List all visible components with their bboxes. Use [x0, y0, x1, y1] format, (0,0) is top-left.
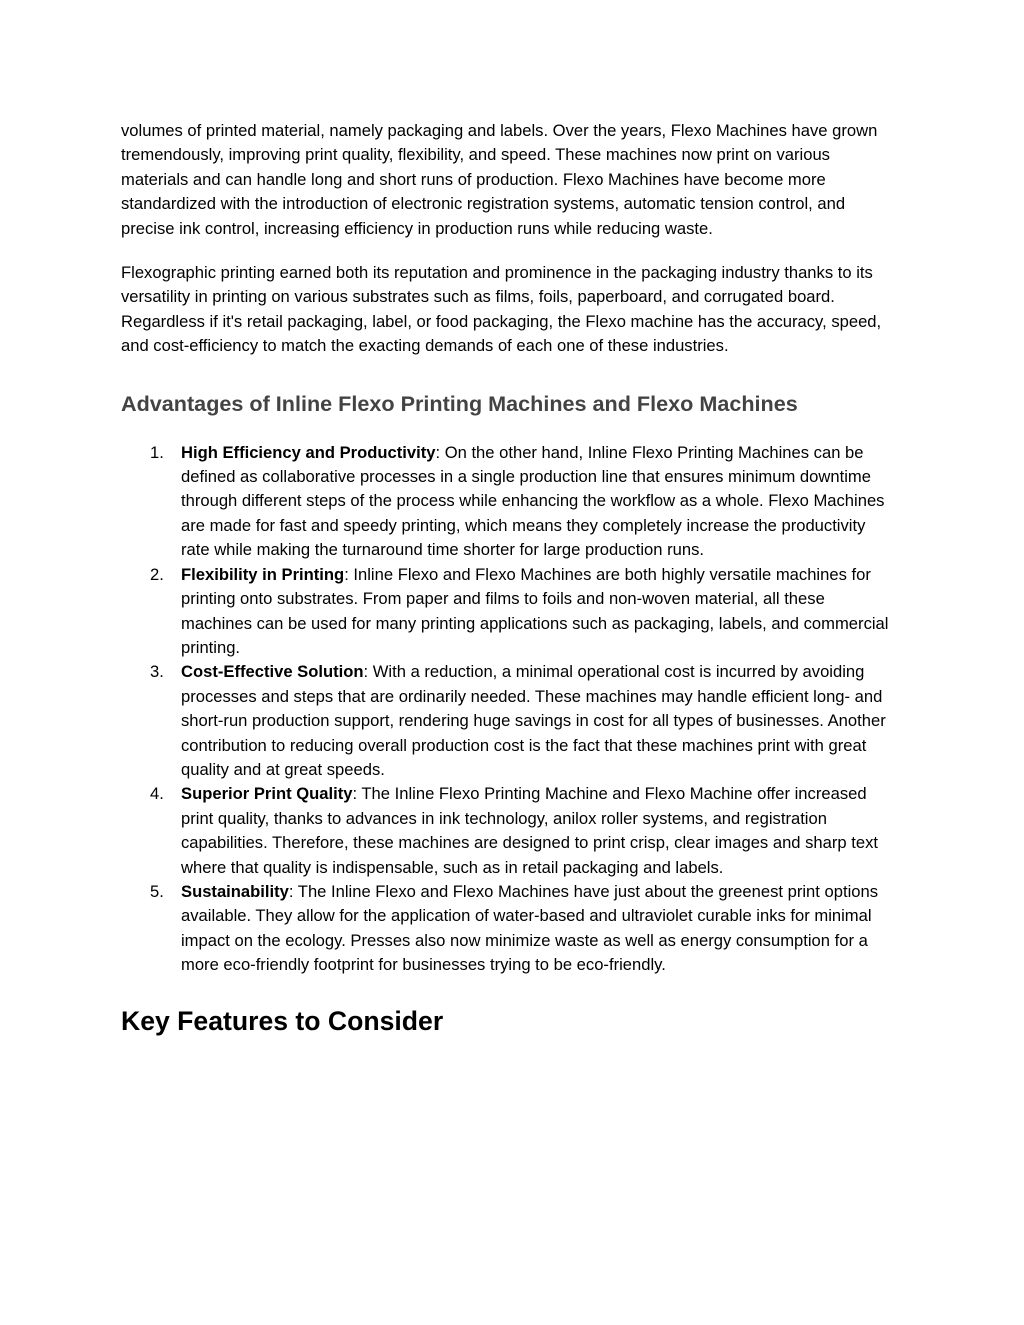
advantage-title: Superior Print Quality — [181, 784, 353, 804]
advantage-title: Cost-Effective Solution — [181, 662, 364, 682]
document-page — [121, 119, 896, 1039]
advantage-item — [121, 880, 896, 978]
advantage-item — [121, 660, 896, 782]
advantage-number: 4. — [150, 784, 164, 804]
advantages-list — [121, 441, 896, 978]
advantage-number: 1. — [150, 442, 164, 462]
intro-paragraph: volumes of printed material, namely packaging and labels. Over the years, Flexo Machines have grown tremendously, improving print quality, flexibility, and speed. These machines now print on various materials and can handle long and short runs of production. Flexo Machines have become more standardized with the introduction of electronic registration systems, automatic tension control, and precise ink control, increasing efficiency in production runs while reducing waste. — [121, 121, 878, 238]
advantage-number: 3. — [150, 662, 164, 682]
advantage-text: : The Inline Flexo and Flexo Machines have just about the greenest print options available. They allow for the application of water-based and ultraviolet curable inks for minimal impact on the ecology. Presses also now minimize waste as well as energy consumption for a more eco-friendly footprint for businesses trying to be eco-friendly. — [181, 881, 879, 975]
advantage-title: Flexibility in Printing — [181, 564, 345, 584]
key-features-heading: Key Features to Consider — [121, 1005, 444, 1036]
advantage-item — [121, 441, 896, 563]
advantage-item — [121, 782, 896, 880]
advantage-text: : With a reduction, a minimal operational cost is incurred by avoiding processes and steps that are ordinarily needed. These machines may handle efficient long- and short-run production support, rendering huge savings in cost for all types of businesses. Another contribution to reducing overall production cost is the fact that these machines print with great quality and at great speeds. — [181, 662, 886, 779]
intro-paragraph: Flexographic printing earned both its reputation and prominence in the packaging industry thanks to its versatility in printing on various substrates such as films, foils, paperboard, and corrugated board. Regardless if it's retail packaging, label, or food packaging, the Flexo machine has the accuracy, speed, and cost-efficiency to match the exacting demands of each one of these industries. — [121, 263, 882, 356]
advantage-text: : Inline Flexo and Flexo Machines are both highly versatile machines for printing onto substrates. From paper and films to foils and non-woven material, all these machines can be used for many printing applications such as packaging, labels, and commercial printing. — [181, 564, 889, 657]
advantage-number: 5. — [150, 881, 164, 901]
advantage-title: Sustainability — [181, 881, 289, 901]
advantage-text: : On the other hand, Inline Flexo Printing Machines can be defined as collaborative processes in a single production line that ensures minimum downtime through different steps of the process while enhancing the workflow as a whole. Flexo Machines are made for fast and speedy printing, which means they completely increase the productivity rate while making the turnaround time shorter for large production runs. — [181, 442, 885, 560]
advantage-text: : The Inline Flexo Printing Machine and Flexo Machine offer increased print quality, thanks to advances in ink technology, anilox roller systems, and registration capabilities. Therefore, these machines are designed to print crisp, clear images and sharp text where that quality is indispensable, such as in retail packaging and labels. — [181, 784, 879, 877]
advantage-title: High Efficiency and Productivity — [181, 442, 436, 462]
advantage-item — [121, 563, 896, 661]
advantages-heading: Advantages of Inline Flexo Printing Machines and Flexo Machines — [121, 390, 798, 416]
advantage-number: 2. — [150, 564, 164, 584]
